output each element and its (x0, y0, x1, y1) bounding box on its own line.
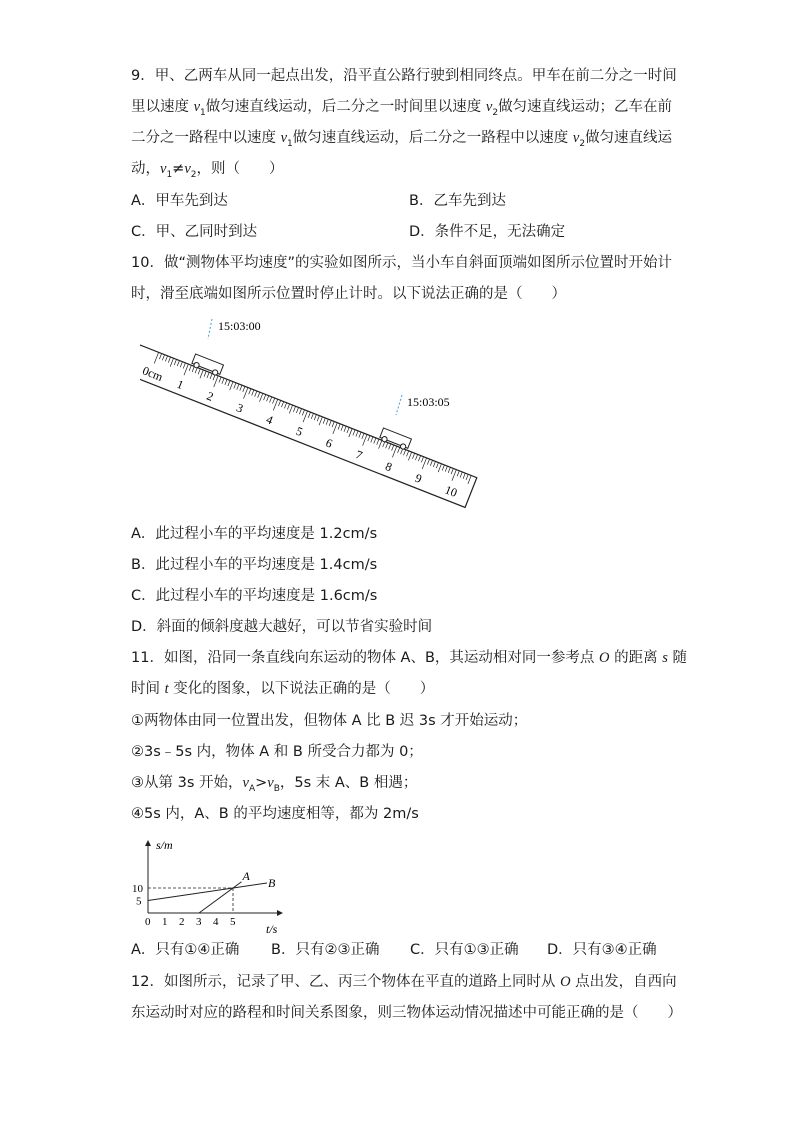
q9-option-c[interactable]: C．甲、乙同时到达 (131, 224, 258, 240)
ruler-label: 4 (264, 412, 275, 428)
q11-statement-2: ②3s﹣5s 内，物体 A 和 B 所受合力都为 0； (131, 744, 423, 760)
end-time-label: 15:03:05 (407, 395, 450, 409)
ruler-label: 10 (442, 482, 460, 500)
q11-statement-1: ①两物体由同一位置出发，但物体 A 比 B 迟 3s 才开始运动； (131, 713, 528, 729)
q9-line-3: 二分之一路程中以速度 $v_1$做匀速直线运动，后二分之一路程中以速度 $v_2$做匀速直线运 (131, 130, 673, 149)
q10-option-a[interactable]: A．此过程小车的平均速度是 1.2cm/s (131, 526, 378, 542)
q11-option-a[interactable]: A．只有①④正确 (131, 942, 240, 958)
ruler-label: 2 (204, 388, 216, 404)
incline-ruler-figure (140, 315, 510, 510)
series-line-B (148, 883, 267, 901)
q11-statement-3: ③从第 3s 开始，$v_A>v_B$，5s 末 A、B 相遇； (131, 775, 418, 794)
q9-option-d[interactable]: D．条件不足，无法确定 (409, 224, 566, 240)
y-tick-label: 10 (132, 883, 143, 895)
start-time-label: 15:03:00 (218, 319, 261, 333)
ruler-label: 3 (234, 400, 246, 416)
q11-option-c[interactable]: C．只有①③正确 (410, 942, 519, 958)
q11-statement-4: ④5s 内，A、B 的平均速度相等，都为 2m/s (131, 806, 419, 822)
q9-option-a[interactable]: A．甲车先到达 (131, 193, 228, 209)
q10-option-b[interactable]: B．此过程小车的平均速度是 1.4cm/s (131, 557, 378, 573)
q10-line-1: 10．做“测物体平均速度”的实验如图所示，当小车自斜面顶端如图所示位置时开始计 (131, 255, 672, 271)
q9-line-4: 动，$v_1\ne v_2$，则（ ） (131, 161, 284, 180)
q11-option-b[interactable]: B．只有②③正确 (271, 942, 380, 958)
ruler-label: 5 (294, 423, 305, 440)
q12-line-2: 东运动时对应的路程和时间关系图象，则三物体运动情况描述中可能正确的是（ ） (131, 1005, 682, 1021)
end-marker-line (396, 395, 402, 415)
q10-line-2: 时，滑至底端如图所示位置时停止计时。以下说法正确的是（ ） (131, 286, 566, 302)
x-tick-label: 4 (213, 916, 219, 928)
x-axis-label: t/s (266, 922, 278, 936)
y-tick-label: 5 (136, 895, 142, 908)
x-tick-label: 2 (179, 916, 185, 928)
q12-line-1: 12．如图所示，记录了甲、乙、丙三个物体在平直的道路上同时从 O 点出发，自西向 (131, 974, 677, 990)
series-line-A (199, 882, 242, 913)
ruler-label: 1 (174, 376, 186, 393)
q11-line-1: 11．如图，沿同一条直线向东运动的物体 A、B，其运动相对同一参考点 O 的距离 s 随 (131, 650, 688, 666)
q9-line-2: 里以速度 $v_1$做匀速直线运动，后二分之一时间里以速度 $v_2$做匀速直线运动；乙车在前 (131, 99, 673, 118)
q11-option-d[interactable]: D．只有③④正确 (547, 942, 657, 958)
q10-option-c[interactable]: C．此过程小车的平均速度是 1.6cm/s (131, 588, 378, 604)
q9-option-b[interactable]: B．乙车先到达 (409, 193, 506, 209)
x-tick-label: 5 (230, 916, 236, 928)
s-t-graph (130, 835, 290, 937)
ruler-label: 0cm (140, 363, 165, 384)
ruler-label: 9 (413, 470, 424, 486)
y-axis-label: s/m (156, 838, 173, 852)
q11-line-2: 时间 t 变化的图象，以下说法正确的是（ ） (131, 681, 435, 697)
x-tick-label: 1 (162, 916, 168, 928)
start-marker-line (208, 319, 212, 339)
ruler-label: 7 (353, 447, 365, 463)
series-label-A: A (242, 868, 250, 883)
ruler-label: 6 (323, 435, 335, 451)
x-tick-label: 3 (196, 916, 202, 928)
q10-option-d[interactable]: D．斜面的倾斜度越大越好，可以节省实验时间 (131, 619, 433, 635)
ruler-label: 8 (383, 459, 395, 475)
q9-line-1: 9．甲、乙两车从同一起点出发，沿平直公路行驶到相同终点。甲车在前二分之一时间 (131, 68, 677, 84)
x-tick-label: 0 (145, 916, 151, 928)
ruler-body (140, 345, 477, 507)
series-label-B: B (268, 876, 276, 890)
